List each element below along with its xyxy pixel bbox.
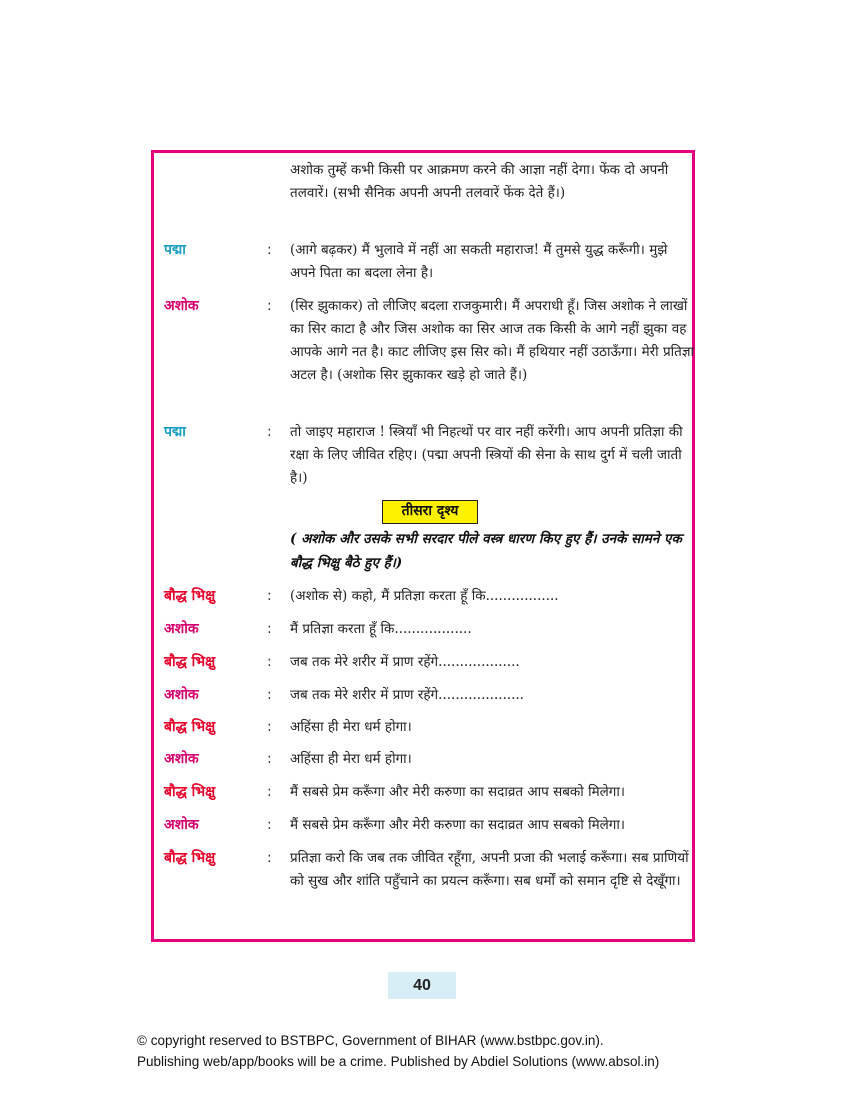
dialogue-text: (सिर झुकाकर) तो लीजिए बदला राजकुमारी। मैं अपराधी हूँ। जिस अशोक ने लाखों का सिर काटा है और जिस अशोक का सिर आज तक किसी के आगे नहीं झुका वह आपके आगे नत है। काट लीजिए इस सिर को। मैं हथियार नहीं उठाऊँगा। मेरी प्रतिज्ञा अटल है। (अशोक सिर झुकाकर खड़े हो जाते हैं।): [290, 298, 694, 383]
speaker-name: पद्मा: [164, 242, 186, 258]
stage-direction: ( अशोक और उसके सभी सरदार पीले वस्त्र धारण किए हुए हैं। उनके सामने एक बौद्ध भिक्षु बैठे हुए हैं।): [290, 531, 682, 571]
speaker-colon: :: [267, 298, 272, 314]
scene-heading: तीसरा दृश्य: [382, 500, 478, 524]
speaker-colon: :: [267, 654, 272, 670]
copyright-footer: [137, 1030, 777, 1072]
dialogue-text: अशोक तुम्हें कभी किसी पर आक्रमण करने की आज्ञा नहीं देगा। फेंक दो अपनी तलवारें। (सभी सैनिक अपनी अपनी तलवारें फेंक देते हैं।): [290, 162, 669, 201]
speaker-colon: :: [267, 621, 272, 637]
speaker-name: अशोक: [164, 687, 199, 703]
speaker-name: बौद्ध भिक्षु: [164, 719, 216, 735]
dialogue-text: अहिंसा ही मेरा धर्म होगा।: [290, 751, 412, 767]
speaker-name: पद्मा: [164, 424, 186, 440]
speaker-colon: :: [267, 850, 272, 866]
page-number: 40: [388, 972, 456, 999]
speaker-colon: :: [267, 719, 272, 735]
dialogue-text: मैं प्रतिज्ञा करता हूँ कि..................: [290, 621, 472, 637]
speaker-name: बौद्ध भिक्षु: [164, 784, 216, 800]
speaker-colon: :: [267, 424, 272, 440]
dialogue-text: मैं सबसे प्रेम करूँगा और मेरी करुणा का सदाव्रत आप सबको मिलेगा।: [290, 784, 626, 800]
footer-line: © copyright reserved to BSTBPC, Government of BIHAR (www.bstbpc.gov.in).: [137, 1033, 604, 1048]
speaker-name: अशोक: [164, 817, 199, 833]
speaker-name: बौद्ध भिक्षु: [164, 654, 216, 670]
dialogue-text: जब तक मेरे शरीर में प्राण रहेंगे...................: [290, 654, 520, 670]
speaker-name: अशोक: [164, 751, 199, 767]
speaker-colon: :: [267, 242, 272, 258]
dialogue-text: (आगे बढ़कर) मैं भुलावे में नहीं आ सकती महाराज! मैं तुमसे युद्ध करूँगी। मुझे अपने पिता का बदला लेना है।: [290, 242, 668, 281]
dialogue-text: जब तक मेरे शरीर में प्राण रहेंगे....................: [290, 687, 524, 703]
dialogue-text: (अशोक से) कहो, मैं प्रतिज्ञा करता हूँ कि.................: [290, 588, 559, 604]
content-frame: [151, 150, 695, 942]
speaker-name: अशोक: [164, 621, 199, 637]
speaker-colon: :: [267, 687, 272, 703]
speaker-colon: :: [267, 817, 272, 833]
speaker-colon: :: [267, 588, 272, 604]
dialogue-text: मैं सबसे प्रेम करूँगा और मेरी करुणा का सदाव्रत आप सबको मिलेगा।: [290, 817, 626, 833]
footer-line: Publishing web/app/books will be a crime. Published by Abdiel Solutions (www.absol.in): [137, 1054, 660, 1069]
dialogue-text: अहिंसा ही मेरा धर्म होगा।: [290, 719, 412, 735]
speaker-colon: :: [267, 784, 272, 800]
dialogue-text: प्रतिज्ञा करो कि जब तक जीवित रहूँगा, अपनी प्रजा की भलाई करूँगा। सब प्राणियों को सुख और शांति पहुँचाने का प्रयत्न करूँगा। सब धर्मों को समान दृष्टि से देखूँगा।: [290, 850, 689, 889]
speaker-name: बौद्ध भिक्षु: [164, 850, 216, 866]
dialogue-text: तो जाइए महाराज ! स्त्रियाँ भी निहत्थों पर वार नहीं करेंगी। आप अपनी प्रतिज्ञा की रक्षा के लिए जीवित रहिए। (पद्मा अपनी स्त्रियों की सेना के साथ दुर्ग में चली जाती है।): [290, 424, 683, 486]
speaker-name: अशोक: [164, 298, 199, 314]
speaker-colon: :: [267, 751, 272, 767]
speaker-name: बौद्ध भिक्षु: [164, 588, 216, 604]
